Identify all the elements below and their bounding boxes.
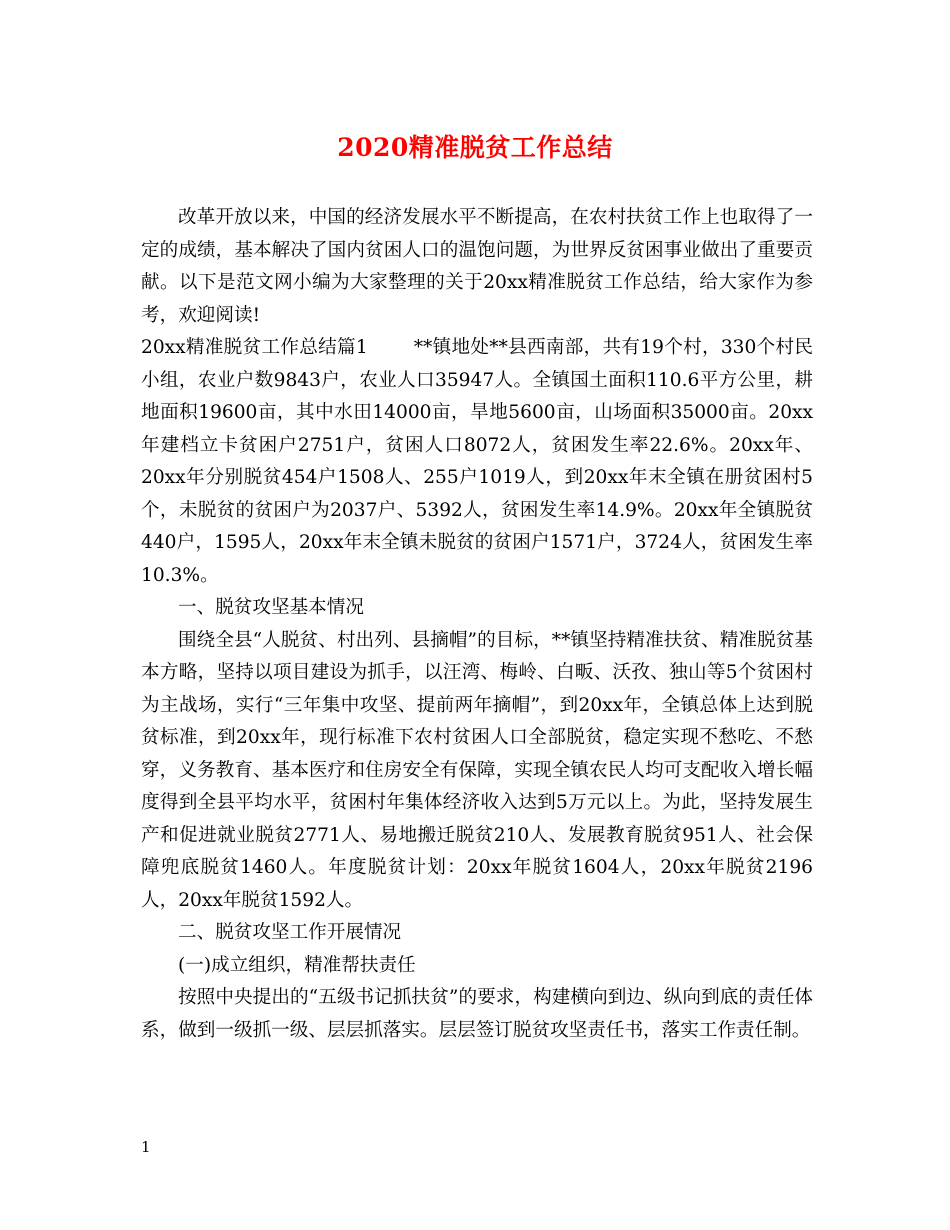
page-number: 1 bbox=[141, 1138, 151, 1156]
section-one-paragraph bbox=[141, 332, 813, 592]
responsibility-paragraph: 按照中央提出的“五级书记抓扶贫”的要求，构建横向到边、纵向到底的责任体系，做到一级抓一级、层层抓落实。层层签订脱贫攻坚责任书，落实工作责任制。 bbox=[141, 987, 813, 1041]
heading-work-progress: 二、脱贫攻坚工作开展情况 bbox=[178, 922, 402, 943]
subheading-organization: (一)成立组织，精准帮扶责任 bbox=[178, 954, 416, 976]
intro-paragraph: 改革开放以来，中国的经济发展水平不断提高，在农村扶贫工作上也取得了一定的成绩，基本解决了国内贫困人口的温饱问题，为世界反贫困事业做出了重要贡献。以下是范文网小编为大家整理的关于20xx精准脱贫工作总结，给大家作为参考，欢迎阅读! bbox=[141, 207, 813, 326]
goal-paragraph: 围绕全县“人脱贫、村出列、县摘帽”的目标，**镇坚持精准扶贫、精准脱贫基本方略，坚持以项目建设为抓手，以汪湾、梅岭、白畈、沃孜、独山等5个贫困村为主战场，实行“三年集中攻坚、提前两年摘帽”，到20xx年，全镇总体上达到脱贫标准，到20xx年，现行标准下农村贫困人口全部脱贫，稳定实现不愁吃、不愁穿，义务教育、基本医疗和住房安全有保障，实现全镇农民人均可支配收入增长幅度得到全县平均水平，贫困村年集体经济收入达到5万元以上。为此，坚持发展生产和促进就业脱贫2771人、易地搬迁脱贫210人、发展教育脱贫951人、社会保障兜底脱贫1460人。年度脱贫计划：20xx年脱贫1604人，20xx年脱贫2196人，20xx年脱贫1592人。 bbox=[141, 629, 813, 911]
section-label: 20xx精准脱贫工作总结篇1 bbox=[141, 337, 368, 358]
document-body bbox=[141, 202, 813, 1047]
document-title: 2020精准脱贫工作总结 bbox=[337, 133, 613, 162]
overview-text: **镇地处**县西南部，共有19个村，330个村民小组，农业户数9843户，农业人口35947人。全镇国土面积110.6平方公里，耕地面积19600亩，其中水田14000亩，旱地5600亩，山场面积35000亩。20xx年建档立卡贫困户2751户，贫困人口8072人，贫困发生率22.6%。20xx年、20xx年分别脱贫454户1508人、255户1019人，到20xx年末全镇在册贫困村5个，未脱贫的贫困户为2037户、5392人，贫困发生率14.9%。20xx年全镇脱贫440户，1595人，20xx年末全镇未脱贫的贫困户1571户，3724人，贫困发生率10.3%。 bbox=[141, 337, 813, 586]
heading-basic-situation: 一、脱贫攻坚基本情况 bbox=[178, 597, 364, 618]
